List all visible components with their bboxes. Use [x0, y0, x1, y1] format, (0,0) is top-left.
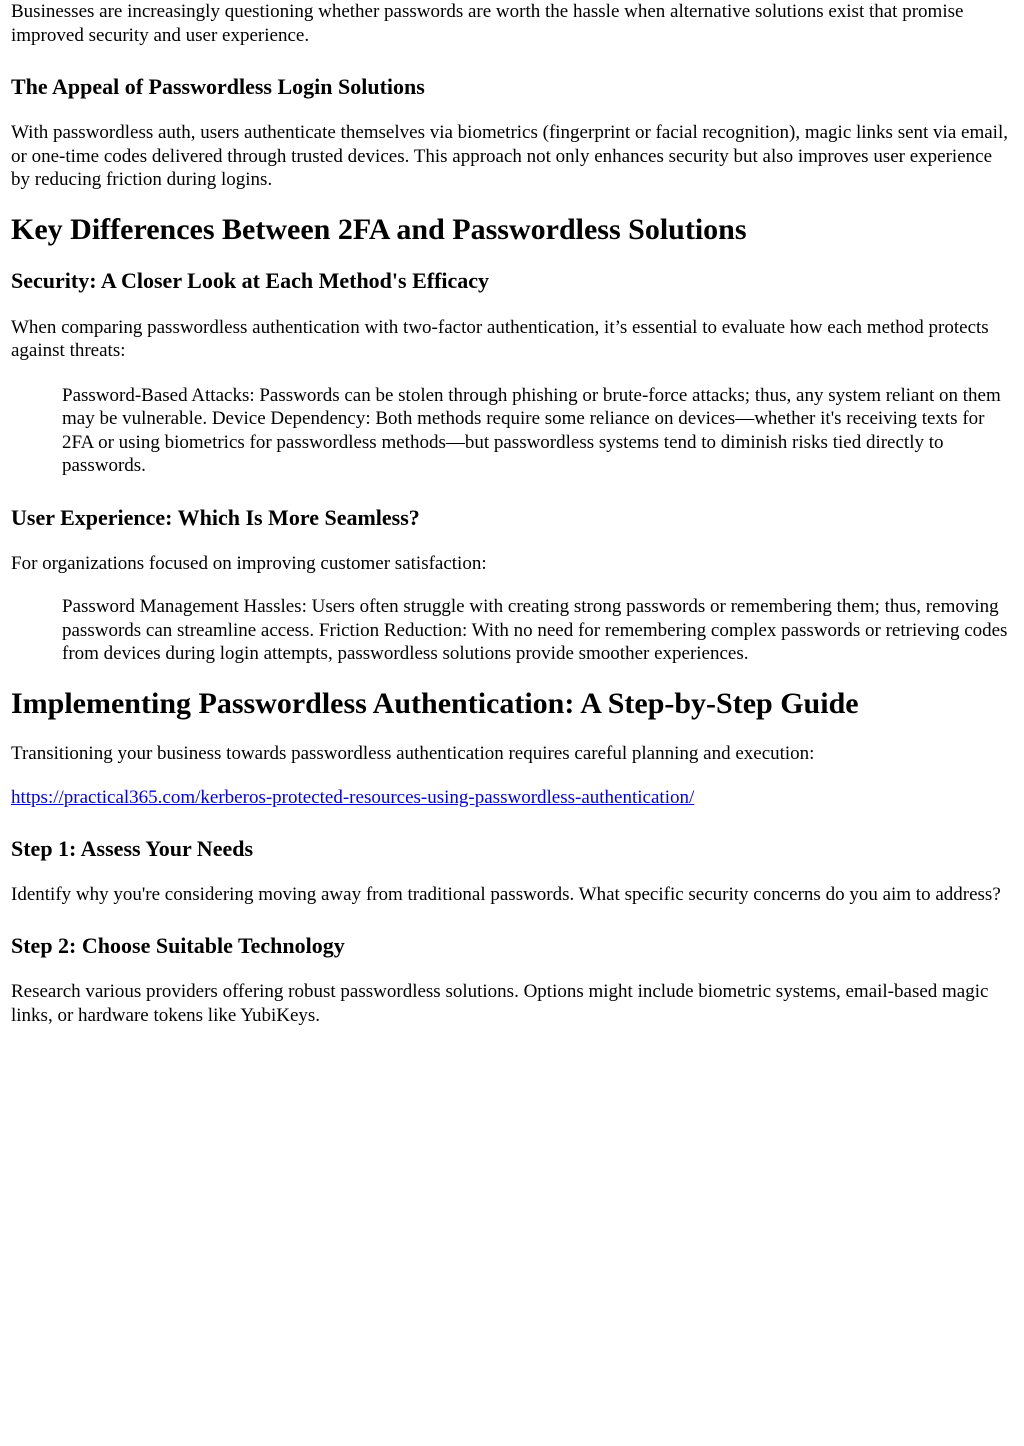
- implementing-paragraph: Transitioning your business towards passwordless authentication requires careful planning and execution:: [11, 742, 815, 764]
- step2-heading: Step 2: Choose Suitable Technology: [11, 933, 345, 958]
- security-blockquote: [62, 384, 1014, 478]
- ux-quote-text: Password Management Hassles: Users often struggle with creating strong passwords or remembering them; thus, removing passwords can streamline access. Friction Reduction: With no need for remembering complex passwords or retrieving codes from devices during login attempts, passwordless solutions provide smoother experiences.: [62, 596, 1008, 664]
- intro-paragraph: Businesses are increasingly questioning whether passwords are worth the hassle when alternative solutions exist that promise improved security and user experience.: [11, 1, 964, 46]
- security-paragraph: When comparing passwordless authentication with two-factor authentication, it’s essential to evaluate how each method protects against threats:: [11, 316, 989, 361]
- security-quote-text: Password-Based Attacks: Passwords can be stolen through phishing or brute-force attacks; thus, any system reliant on them may be vulnerable. Device Dependency: Both methods require some reliance on devices—whether it's receiving texts for 2FA or using biometrics for passwordless methods—but passwordless systems tend to diminish risks tied directly to passwords.: [62, 384, 1001, 476]
- ux-heading: User Experience: Which Is More Seamless?: [11, 504, 420, 530]
- implementing-heading: Implementing Passwordless Authentication: A Step-by-Step Guide: [11, 686, 859, 720]
- article-body: [11, 0, 1014, 1027]
- step1-paragraph: Identify why you're considering moving away from traditional passwords. What specific security concerns do you aim to address?: [11, 883, 1001, 905]
- appeal-heading: The Appeal of Passwordless Login Solutions: [11, 74, 425, 99]
- appeal-paragraph: With passwordless auth, users authenticate themselves via biometrics (fingerprint or facial recognition), magic links sent via email, or one-time codes delivered through trusted devices. This approach not only enhances security but also improves user experience by reducing friction during logins.: [11, 122, 1008, 190]
- ux-paragraph: For organizations focused on improving customer satisfaction:: [11, 552, 487, 574]
- step1-heading: Step 1: Assess Your Needs: [11, 835, 254, 861]
- ux-blockquote: [62, 595, 1014, 666]
- security-heading: Security: A Closer Look at Each Method's Efficacy: [11, 267, 490, 293]
- reference-link-paragraph: [11, 786, 1014, 810]
- step2-paragraph: Research various providers offering robust passwordless solutions. Options might include biometric systems, email-based magic links, or hardware tokens like YubiKeys.: [11, 981, 989, 1026]
- reference-link[interactable]: https://practical365.com/kerberos-protected-resources-using-passwordless-authentication/: [11, 787, 695, 808]
- differences-heading: Key Differences Between 2FA and Passwordless Solutions: [11, 212, 747, 246]
